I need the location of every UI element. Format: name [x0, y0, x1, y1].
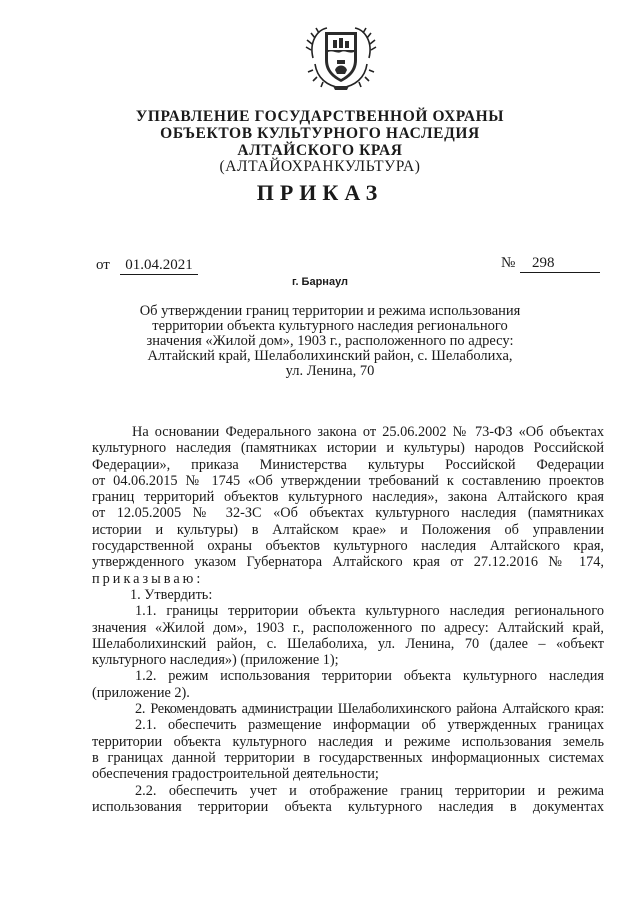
- body-line: от 04.06.2015 № 1745 «Об утверждении требований к составлению проектов: [92, 472, 604, 489]
- date-prefix: от: [96, 257, 110, 273]
- body-line: приказываю:: [92, 570, 204, 587]
- document-title: [100, 304, 560, 379]
- org-name-line-2: ОБЪЕКТОВ КУЛЬТУРНОГО НАСЛЕДИЯ: [160, 125, 480, 142]
- body-line: (приложение 2).: [92, 684, 190, 701]
- org-name-line-3: АЛТАЙСКОГО КРАЯ: [237, 142, 403, 159]
- document-body: [92, 424, 604, 815]
- body-line: обеспечения градостроительной деятельности;: [92, 766, 379, 783]
- title-line: значения «Жилой дом», 1903 г., расположенного по адресу:: [146, 333, 514, 349]
- body-line: 1.2. режим использования территории объекта культурного наследия: [135, 668, 604, 685]
- body-line: использования территории объекта культурного наследия в документах: [92, 798, 604, 815]
- body-line: истории и культуры) в Алтайском крае» и Положения об управлении: [92, 521, 604, 538]
- city-name: г. Барнаул: [291, 276, 349, 288]
- coat-of-arms-icon: [303, 20, 379, 92]
- body-line: культурного наследия») (приложение 1);: [92, 652, 339, 669]
- body-line: территории объекта культурного наследия и режиме использования земель: [92, 733, 604, 750]
- body-line: 1. Утвердить:: [130, 586, 213, 603]
- body-line: Федерации», приказа Министерства культуры Российской Федерации: [92, 456, 604, 473]
- body-line: 2.2. обеспечить учет и отображение границ территории и режима: [135, 782, 604, 799]
- document-type-heading: ПРИКАЗ: [256, 180, 384, 205]
- title-line: ул. Ленина, 70: [285, 363, 375, 379]
- org-name-line-1: УПРАВЛЕНИЕ ГОСУДАРСТВЕННОЙ ОХРАНЫ: [135, 108, 505, 125]
- document-date: 01.04.2021: [120, 257, 198, 275]
- body-line: На основании Федерального закона от 25.06.2002 № 73-ФЗ «Об объектах: [132, 424, 604, 440]
- number-prefix: №: [501, 255, 516, 271]
- body-line: 1.1. границы территории объекта культурного наследия регионального: [135, 603, 604, 620]
- body-line: государственной охраны объектов культурного наследия Алтайского края,: [92, 538, 604, 555]
- body-line: Шелаболихинский район, с. Шелаболиха, ул. Ленина, 70 (далее – «объект: [92, 635, 604, 652]
- title-line: Алтайский край, Шелаболихинский район, с. Шелаболиха,: [147, 348, 513, 364]
- body-line: утвержденного указом Губернатора Алтайского края от 27.12.2016 № 174,: [92, 554, 604, 571]
- body-line: 2.1. обеспечить размещение информации об утвержденных границах: [135, 717, 604, 734]
- org-short-name: (АЛТАЙОХРАНКУЛЬТУРА): [219, 158, 421, 175]
- body-line: значения «Жилой дом», 1903 г., расположенного по адресу: Алтайский край,: [92, 619, 604, 636]
- title-line: территории объекта культурного наследия регионального: [152, 318, 508, 334]
- body-line: границ территорий объектов культурного наследия», закона Алтайского края: [92, 489, 604, 506]
- document-number: 298: [520, 255, 600, 273]
- body-line: культурного наследия (памятниках истории и культуры) народов Российской: [92, 440, 604, 457]
- body-line: в границах данной территории в государственных информационных системах: [92, 749, 604, 766]
- body-line: от 12.05.2005 № 32-ЗС «Об объектах культурного наследия (памятниках: [92, 505, 604, 522]
- title-line: Об утверждении границ территории и режима использования: [139, 303, 521, 319]
- body-line: 2. Рекомендовать администрации Шелаболихинского района Алтайского края:: [135, 701, 604, 718]
